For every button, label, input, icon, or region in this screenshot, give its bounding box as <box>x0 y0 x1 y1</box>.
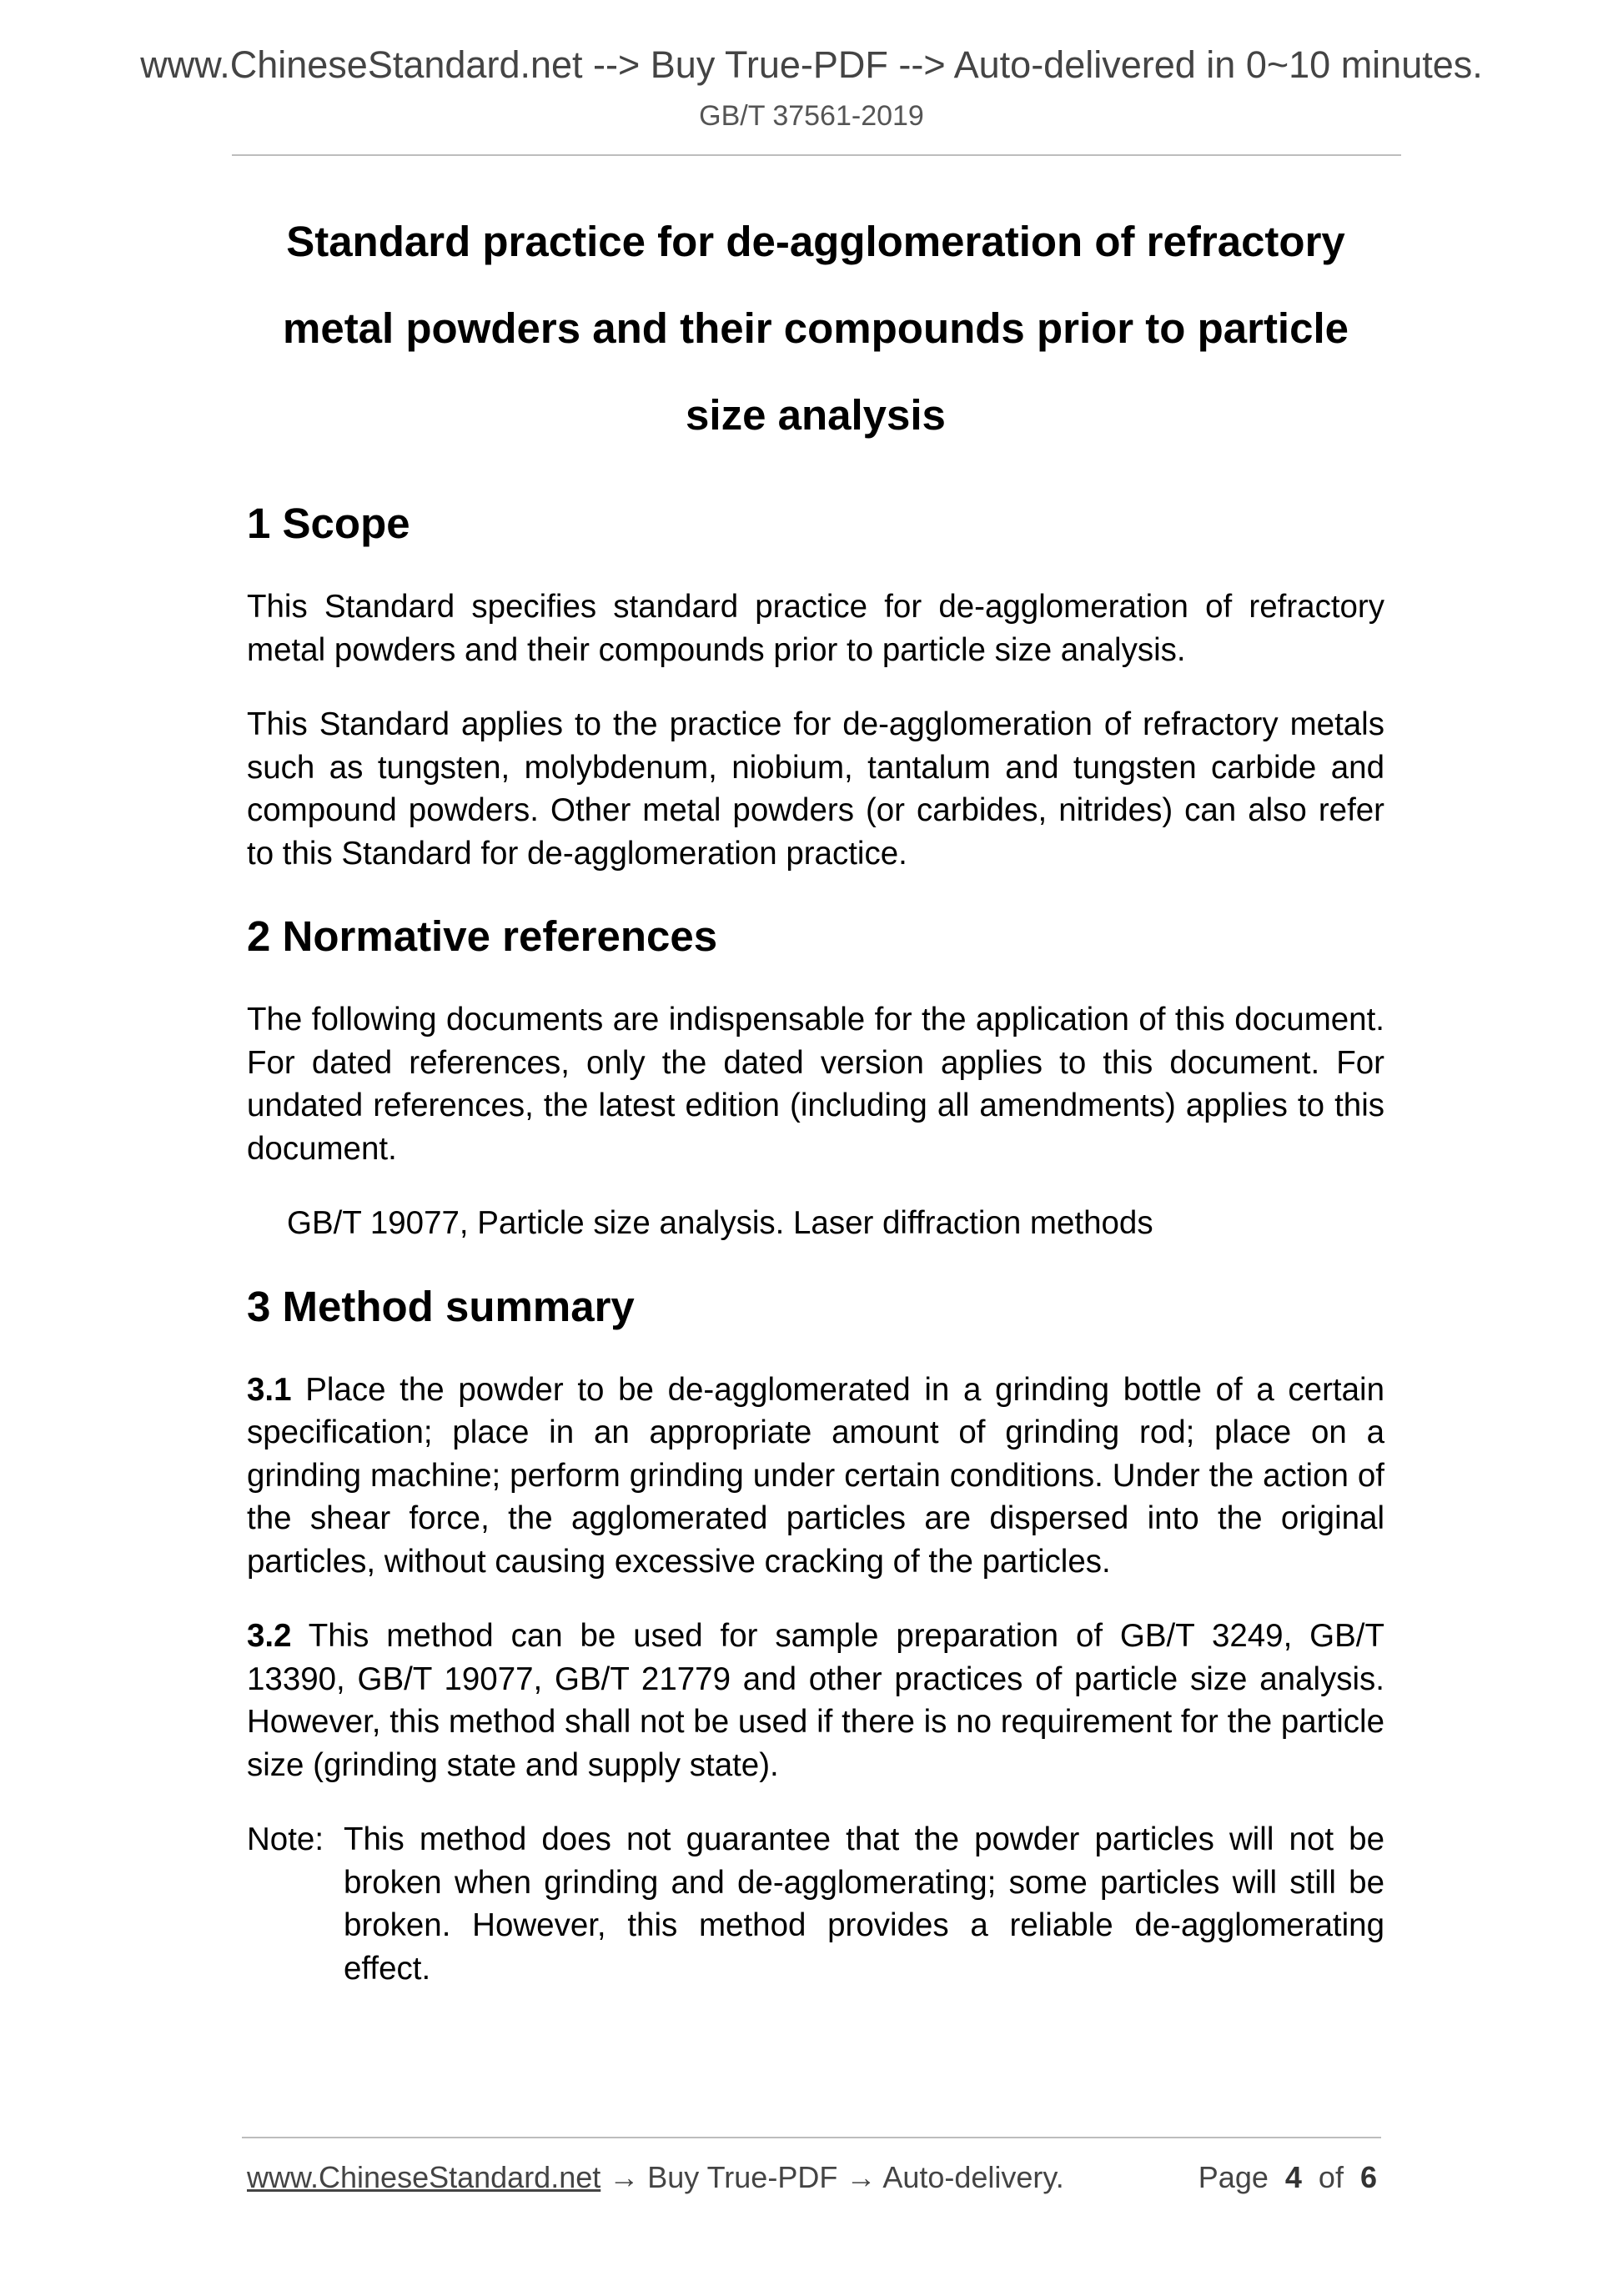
page-label: Page <box>1198 2160 1269 2194</box>
footer-promo-text: → Buy True-PDF → Auto-delivery. <box>600 2160 1064 2194</box>
title-line-2: metal powders and their compounds prior to particle <box>282 304 1349 352</box>
page-number: 4 <box>1284 2160 1302 2194</box>
scope-paragraph-1: This Standard specifies standard practice for de-agglomeration of refractory metal powders and their compounds prior to particle size analysis. <box>247 589 1384 668</box>
normative-paragraph: The following documents are indispensable for the application of this document. For dated references, only the dated version applies to this document. For undated references, the latest edition (including all amendments) applies to this document. <box>247 1002 1384 1167</box>
page-footer <box>247 2157 1384 2198</box>
clause-3-2 <box>247 1615 1384 1786</box>
document-code: GB/T 37561-2019 <box>699 100 924 132</box>
clause-3-1-text: Place the powder to be de-agglomerated in a grinding bottle of a certain specification; place in an appropriate amount of grinding rod; place on a grinding machine; perform grinding under certain conditions. Under the action of the shear force, the agglomerated particles are dispersed into the original particles, without causing excessive cracking of the particles. <box>247 1371 1384 1580</box>
scope-paragraph-2: This Standard applies to the practice for de-agglomeration of refractory metals such as tungsten, molybdenum, niobium, tantalum and tungsten carbide and compound powders. Other metal powders (or carbides, nitrides) can also refer to this Standard for de-agglomeration practice. <box>247 706 1384 872</box>
top-banner: www.ChineseStandard.net --> Buy True-PDF --> Auto-delivered in 0~10 minutes. <box>140 43 1483 86</box>
footer-site-link[interactable]: www.ChineseStandard.net <box>247 2160 601 2194</box>
title-line-1: Standard practice for de-agglomeration of refractory <box>286 218 1345 265</box>
page-of-label: of <box>1318 2160 1344 2194</box>
document-title <box>247 198 1384 459</box>
normative-reference-item: GB/T 19077, Particle size analysis. Laser diffraction methods <box>287 1205 1153 1241</box>
note-label: Note: <box>247 1821 324 1857</box>
clause-3-1 <box>247 1369 1384 1584</box>
section-heading-scope: 1 Scope <box>247 500 410 547</box>
method-note <box>247 1818 1384 1990</box>
note-text: This method does not guarantee that the powder particles will not be broken when grinding and de-agglomerating; some particles will still be broken. However, this method provides a reliable de-agglomerating effect. <box>344 1821 1384 1987</box>
header-divider <box>232 154 1401 156</box>
clause-3-2-text: This method can be used for sample preparation of GB/T 3249, GB/T 13390, GB/T 19077, GB/T 21779 and other practices of particle size analysis. However, this method shall not be used if there is no requirement for the particle size (grinding state and supply state). <box>247 1618 1384 1783</box>
section-heading-normative-references: 2 Normative references <box>247 912 718 960</box>
clause-3-2-number: 3.2 <box>247 1618 292 1654</box>
footer-promo <box>247 2157 1064 2198</box>
footer-divider <box>242 2137 1381 2138</box>
document-body <box>247 484 1384 1990</box>
page-indicator <box>1198 2157 1377 2198</box>
clause-3-1-number: 3.1 <box>247 1371 292 1408</box>
section-heading-method-summary: 3 Method summary <box>247 1282 635 1330</box>
title-line-3: size analysis <box>686 391 946 439</box>
page-total: 6 <box>1359 2160 1377 2194</box>
